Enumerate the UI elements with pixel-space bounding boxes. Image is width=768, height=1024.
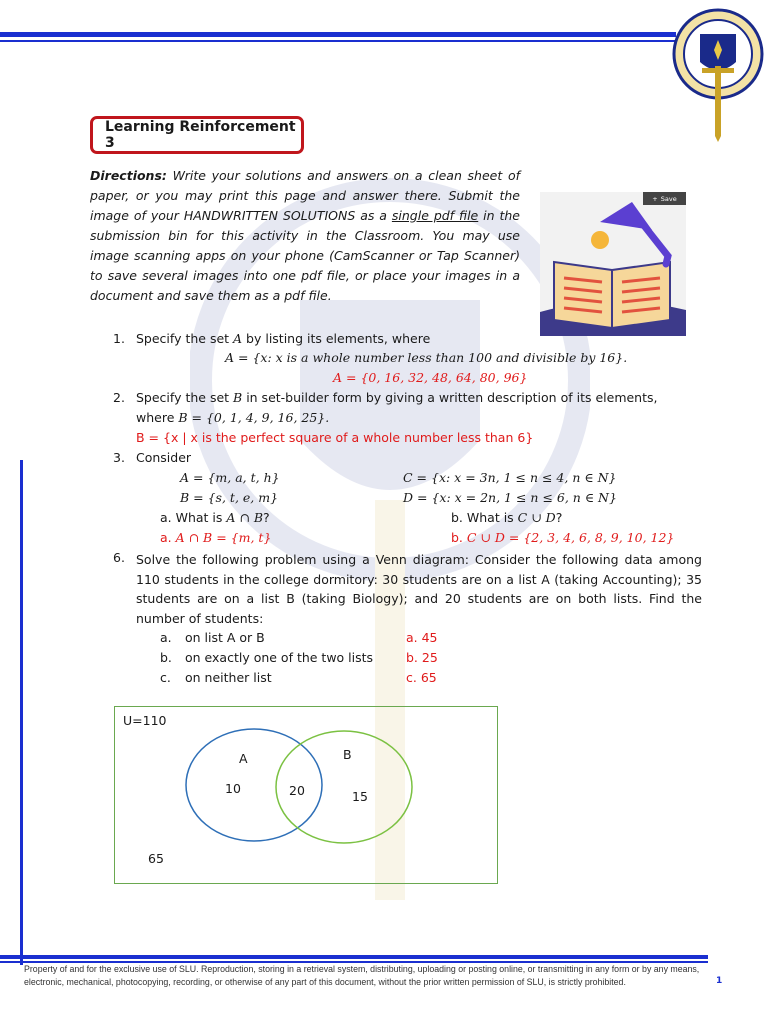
directions-text-1: Write your solutions and answers on a clean sheet of paper, or you may print this page and answer there. Submit the image of your HANDWRITTEN SOLUTIONS as a — [90, 168, 520, 223]
q6-prompt: Solve the following problem using a Venn diagram: Consider the following data among 110 students in the college dormitory: 30 students are on a list A (taking Accounting); 35 students are on a list B (taking Biology); and 20 students are on both lists. Find the number of students: — [136, 552, 702, 626]
q3-answer-a-value: A ∩ B = {m, t} — [175, 530, 272, 545]
venn-universe-label: U=110 — [123, 713, 167, 728]
q2-prompt — [136, 390, 702, 405]
venn-only-b-count: 15 — [352, 789, 368, 804]
save-button[interactable] — [643, 192, 686, 205]
page-title-text: Learning Reinforcement 3 — [105, 119, 296, 151]
q3-answer-b-label: b. — [451, 530, 467, 545]
q3-part-b: b. What is C ∪ D? — [451, 510, 563, 525]
venn-neither-count: 65 — [148, 851, 164, 866]
q6-item-c-answer: c. 65 — [406, 670, 437, 685]
q6-number: 6. — [113, 550, 125, 565]
university-seal-icon — [670, 6, 766, 142]
q3-part-b-text: b. What is — [451, 510, 518, 525]
directions-label: Directions: — [90, 168, 167, 183]
q3-part-a: a. What is A ∩ B? — [160, 510, 270, 525]
q6-item-b-text: on exactly one of the two lists — [185, 650, 374, 665]
q6-item-a-text: on list A or B — [185, 630, 265, 645]
venn-both-count: 20 — [289, 783, 305, 798]
venn-set-a-label: A — [239, 751, 248, 766]
q1-prompt-a: Specify the set — [136, 331, 234, 346]
q3-label: Consider — [136, 450, 192, 465]
venn-set-b-label: B — [343, 747, 352, 762]
page-number: 1 — [716, 976, 723, 986]
q1-prompt — [136, 331, 430, 346]
q1-definition: A = {x: x is a whole number less than 100 and divisible by 16}. — [225, 350, 628, 365]
q6-item-c-letter: c. — [160, 670, 171, 685]
footer-rule — [0, 955, 708, 959]
q3-answer-a — [160, 530, 271, 545]
q2-answer: B = {x | x is the perfect square of a whole number less than 6} — [136, 430, 534, 445]
q2-prompt-a: Specify the set — [136, 390, 234, 405]
desk-lamp-book-icon — [540, 192, 686, 336]
q3-part-b-expr: C ∪ D — [517, 510, 556, 525]
venn-only-a-count: 10 — [225, 781, 241, 796]
q3-number: 3. — [113, 450, 125, 465]
venn-diagram — [114, 706, 498, 884]
q2-number: 2. — [113, 390, 125, 405]
footer-copyright: Property of and for the exclusive use of SLU. Reproduction, storing in a retrieval system, distributing, uploading or posting online, or transmitting in any form or by any means, electronic, mechanical, photocopying, recording, or otherwise of any part of this document, without the prior written permission of SLU, is strictly prohibited. — [24, 964, 700, 987]
venn-circles — [115, 707, 499, 885]
q2-prompt-line2 — [136, 410, 329, 425]
q6-item-b-letter: b. — [160, 650, 172, 665]
page-title — [90, 116, 304, 154]
q3-set-d: D = {x: x = 2n, 1 ≤ n ≤ 6, n ∈ N} — [403, 490, 617, 505]
q3-set-c: C = {x: x = 3n, 1 ≤ n ≤ 4, n ∈ N} — [403, 470, 617, 485]
q2-prompt-b: in set-builder form by giving a written description of its elements, — [242, 390, 658, 405]
q1-set: A — [233, 331, 243, 346]
q1-number: 1. — [113, 331, 125, 346]
q2-prompt-c: where — [136, 410, 179, 425]
q3-part-a-text: a. What is — [160, 510, 227, 525]
q2-set: B — [233, 390, 243, 405]
q3-set-a: A = {m, a, t, h} — [180, 470, 280, 485]
q3-part-a-expr: A ∩ B — [226, 510, 264, 525]
left-margin-rule — [20, 460, 23, 965]
directions-link: single pdf file — [391, 208, 479, 223]
directions-paragraph — [90, 166, 520, 306]
q6-item-a-letter: a. — [160, 630, 172, 645]
q1-answer: A = {0, 16, 32, 48, 64, 80, 96} — [333, 370, 528, 385]
q6-item-c-text: on neither list — [185, 670, 272, 685]
q3-answer-b — [451, 530, 674, 545]
q6-item-b-answer: b. 25 — [406, 650, 438, 665]
plus-icon: + — [652, 194, 658, 203]
q3-answer-a-label: a. — [160, 530, 176, 545]
directions-text-2: in the submission bin for this activity in the Classroom. You may use image scanning apps on your phone (CamScanner or Tap Scanner) to save several images into one pdf file, or place your images in a document and save them as a pdf file. — [90, 208, 521, 303]
q3-answer-b-value: C ∪ D = {2, 3, 4, 6, 8, 9, 10, 12} — [466, 530, 675, 545]
q6-item-a-answer: a. 45 — [406, 630, 438, 645]
q2-definition: B = {0, 1, 4, 9, 16, 25}. — [178, 410, 330, 425]
header-rule-thin — [0, 40, 676, 42]
q3-set-b: B = {s, t, e, m} — [180, 490, 279, 505]
q1-prompt-b: by listing its elements, where — [242, 331, 431, 346]
save-button-label: Save — [660, 194, 677, 203]
header-rule — [0, 32, 676, 37]
